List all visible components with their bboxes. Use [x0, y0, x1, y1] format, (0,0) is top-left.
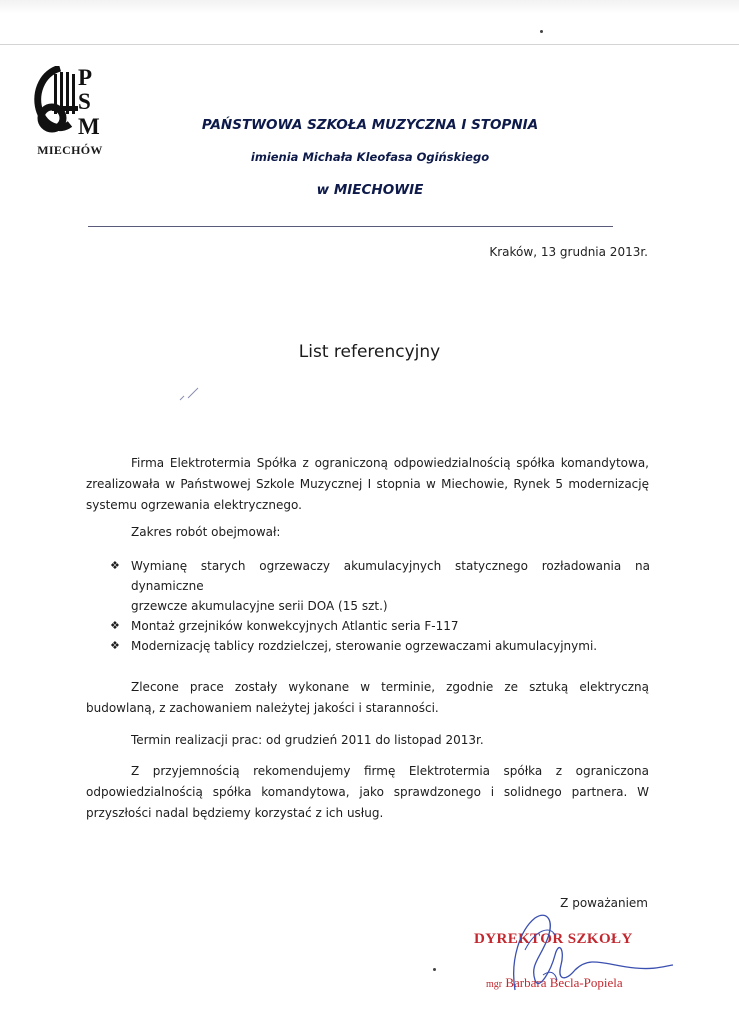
logo-city: MIECHÓW [37, 143, 103, 157]
letter-date: Kraków, 13 grudnia 2013r. [489, 245, 648, 259]
completion-paragraph: Zlecone prace zostały wykonane w terminie, zgodnie ze sztuką elektryczną budowlaną, z zachowaniem należytej jakości i staranności. [86, 680, 649, 715]
list-item-text: Modernizację tablicy rozdzielczej, sterowanie ogrzewaczami akumulacyjnymi. [131, 639, 598, 653]
diamond-bullet-icon: ❖ [110, 559, 120, 572]
header-divider [88, 226, 613, 227]
stamp-prefix: mgr [486, 979, 503, 990]
pen-mark-icon [178, 386, 202, 404]
scope-list [105, 556, 650, 656]
stamp-title: DYREKTOR SZKOŁY [474, 931, 633, 947]
scope-intro: Zakres robót obejmował: [131, 525, 281, 539]
list-item-text: Wymianę starych ogrzewaczy akumulacyjnych statycznego rozładowania na dynamiczne [131, 559, 650, 593]
scan-speck [540, 30, 543, 33]
list-item-text: Montaż grzejników konwekcyjnych Atlantic seria F-117 [131, 619, 459, 633]
list-item [105, 556, 650, 616]
logo-letter-p: P [78, 65, 93, 90]
timeline-paragraph: Termin realizacji prac: od grudzień 2011 do listopad 2013r. [131, 733, 484, 747]
lyre-icon [30, 66, 80, 142]
school-logo [30, 66, 110, 166]
list-item-continuation: grzewcze akumulacyjne serii DOA (15 szt.) [131, 599, 388, 613]
letter-title: List referencyjny [298, 342, 441, 362]
school-city: w MIECHOWIE [316, 182, 424, 198]
stamp-name: Barbara Becla-Popiela [505, 975, 623, 990]
scan-speck [433, 968, 436, 971]
closing-phrase: Z poważaniem [560, 896, 648, 910]
scan-fold-line [0, 44, 739, 45]
diamond-bullet-icon: ❖ [110, 619, 120, 632]
scan-top-shadow [0, 0, 739, 14]
handwritten-signature [495, 910, 675, 1000]
logo-letter-m: M [78, 114, 100, 139]
school-patron: imienia Michała Kleofasa Ogińskiego [250, 150, 490, 164]
logo-letter-s: S [78, 89, 91, 114]
recommendation-paragraph: Z przyjemnością rekomendujemy firmę Elektrotermia spółka z ograniczona odpowiedzialnością spółka komandytowa, jako sprawdzonego i solidnego partnera. W przyszłości nadal będziemy korzystać z ich usług. [86, 764, 649, 820]
school-name: PAŃSTWOWA SZKOŁA MUZYCZNA I STOPNIA [201, 117, 539, 133]
list-item [105, 616, 650, 636]
list-item [105, 636, 650, 656]
intro-paragraph: Firma Elektrotermia Spółka z ograniczoną odpowiedzialnością spółka komandytowa, zrealizowała w Państwowej Szkole Muzycznej I stopnia w Miechowie, Rynek 5 modernizację systemu ogrzewania elektrycznego. [86, 456, 649, 512]
diamond-bullet-icon: ❖ [110, 639, 120, 652]
